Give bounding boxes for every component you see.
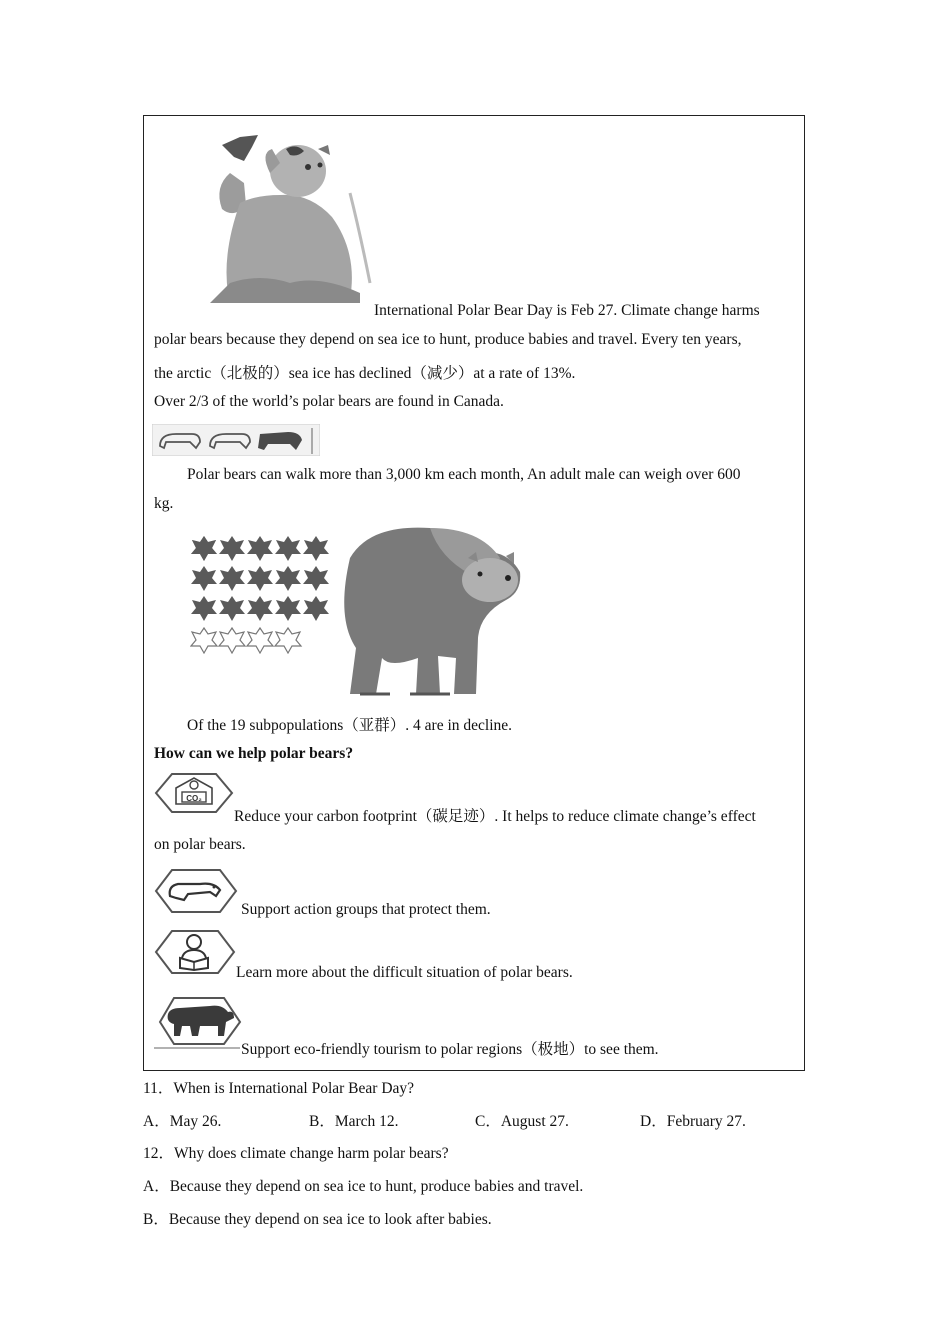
- tip-learn-more: Learn more about the difficult situation of polar bears.: [236, 964, 573, 981]
- polar-bear-photo: [330, 518, 526, 700]
- carbon-footprint-icon: [154, 770, 234, 816]
- question-11-option-d: D．February 27.: [640, 1113, 746, 1130]
- question-12-option-a: A．Because they depend on sea ice to hunt, produce babies and travel.: [143, 1178, 584, 1195]
- question-11-option-a: A．May 26.: [143, 1113, 222, 1130]
- bear-fraction-graphic: [152, 424, 320, 456]
- eco-tourism-icon: [154, 994, 244, 1050]
- cartoon-bear-image: [200, 133, 376, 311]
- learn-more-icon: [154, 928, 236, 976]
- passage-intro-line1: International Polar Bear Day is Feb 27. Climate change harms: [374, 302, 760, 319]
- question-12-option-b: B．Because they depend on sea ice to look after babies.: [143, 1211, 492, 1228]
- tip-action-groups: Support action groups that protect them.: [241, 901, 491, 918]
- tip-eco-tourism: Support eco-friendly tourism to polar regions（极地）to see them.: [241, 1041, 659, 1058]
- passage-intro-line2: polar bears because they depend on sea ice to hunt, produce babies and travel. Every ten years,: [154, 331, 742, 348]
- tip-carbon-line1: Reduce your carbon footprint（碳足迹）. It helps to reduce climate change’s effect: [234, 808, 756, 825]
- passage-intro-line3: the arctic（北极的）sea ice has declined（减少）at a rate of 13%.: [154, 365, 576, 382]
- question-11-stem: 11．When is International Polar Bear Day?: [143, 1080, 415, 1097]
- walk-line1: Polar bears can walk more than 3,000 km each month, An adult male can weigh over 600: [187, 466, 741, 483]
- action-groups-icon: [154, 866, 238, 916]
- question-12-stem: 12．Why does climate change harm polar bears?: [143, 1145, 449, 1162]
- subpopulation-fact: Of the 19 subpopulations（亚群）. 4 are in decline.: [187, 717, 513, 734]
- svg-text:CO₂: CO₂: [186, 794, 202, 803]
- question-11-option-b: B．March 12.: [309, 1113, 399, 1130]
- tip-carbon-line2: on polar bears.: [154, 836, 246, 853]
- help-heading: How can we help polar bears?: [154, 745, 354, 762]
- canada-fact: Over 2/3 of the world’s polar bears are found in Canada.: [154, 393, 504, 410]
- question-11-option-c: C．August 27.: [475, 1113, 569, 1130]
- subpopulation-leaf-grid: [190, 534, 340, 654]
- walk-line2: kg.: [154, 495, 174, 512]
